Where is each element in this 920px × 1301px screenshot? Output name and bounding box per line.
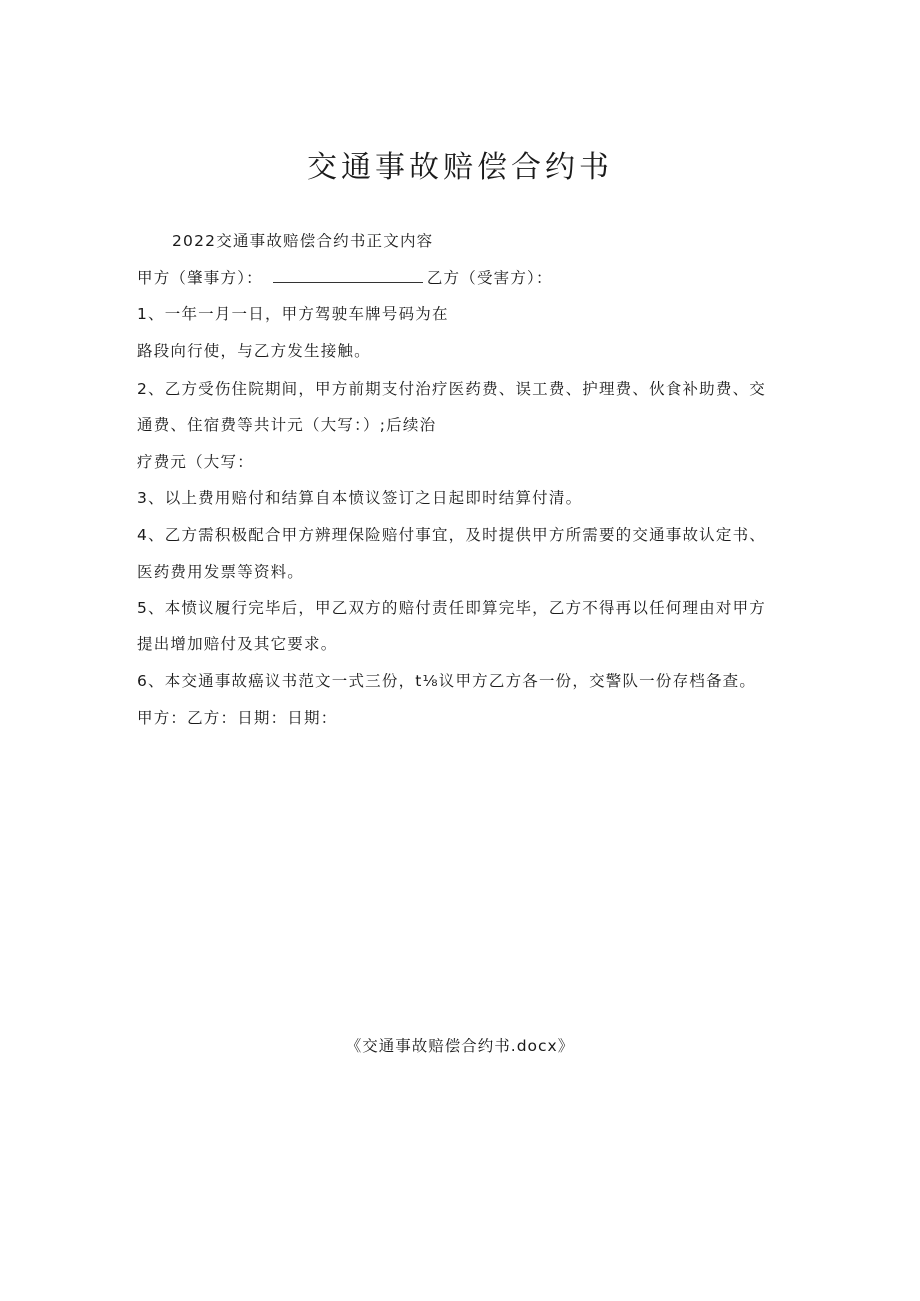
party-b-label: 乙方（受害方）： [426,269,553,287]
party-a-blank [273,268,423,283]
clause-2-line-2: 通费、住宿费等共计元（大写：）;后续治 [137,416,437,434]
party-line [137,266,553,290]
clause-4-line-1: 4、乙方需积极配合甲方辨理保险赔付事宜，及时提供甲方所需要的交通事故认定书、 [137,526,766,544]
clause-6: 6、本交通事故癌议书范文一式三份，t⅛议甲方乙方各一份，交警队一份存档备查。 [137,672,757,690]
clause-4-line-2: 医药费用发票等资料。 [137,563,305,581]
party-a-label: 甲方（肇事方）： [137,269,263,287]
clause-1-line-1: 1、一年一月一日，甲方驾驶车牌号码为在 [137,305,449,323]
clause-5-line-1: 5、本愤议履行完毕后，甲乙双方的赔付责任即算完毕，乙方不得再以任何理由对甲方 [137,599,766,617]
document-subtitle: 2022交通事故赔偿合约书正文内容 [172,232,434,250]
clause-1-line-2: 路段向行使，与乙方发生接触。 [137,342,371,360]
clause-2-line-3: 疗费元（大写： [137,453,254,471]
clause-5-line-2: 提出增加赔付及其它要求。 [137,635,338,653]
clause-3: 3、以上费用赔付和结算自本愤议签订之日起即时结算付清。 [137,489,583,507]
document-footer-filename: 《交通事故赔偿合约书.docx》 [345,1037,575,1055]
signature-line: 甲方：乙方：日期：日期： [137,709,338,727]
document-title: 交通事故赔偿合约书 [307,150,613,185]
clause-2-line-1: 2、乙方受伤住院期间，甲方前期支付治疗医药费、误工费、护理费、伙食补助费、交 [137,380,766,398]
